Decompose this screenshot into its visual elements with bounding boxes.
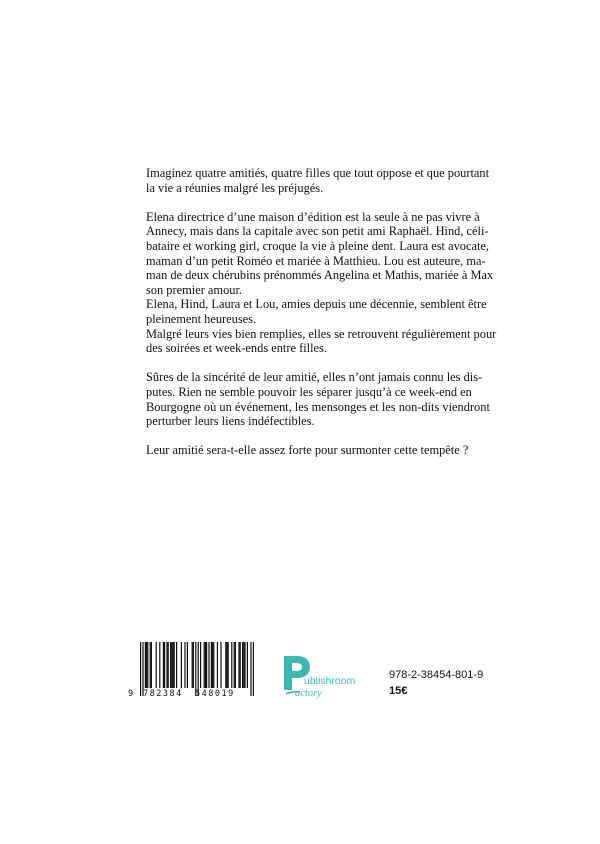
barcode-bar [168,642,169,688]
barcode-lead-digit: 9 [128,689,135,699]
barcode-bar [198,642,199,696]
barcode-bar [147,642,148,688]
blurb-line: Annecy, mais dans la capitale avec son petit ami Raphaël. Hind, céli- [146,224,489,239]
barcode-bar [163,642,164,688]
blurb-line: Imaginez quatre amitiés, quatre filles que tout oppose et que pourtant [146,166,490,180]
barcode-bar [204,642,205,688]
barcode-bar [235,642,236,688]
blurb-line: bataire et working girl, croque la vie à pleine dent. Laura est avocate, [146,238,489,253]
barcode-bar [150,642,151,688]
blurb-line: Elena, Hind, Laura et Lou, amies depuis une décennie, semblent être [146,297,487,312]
barcode-bar [213,642,214,688]
blurb-line: man de deux chérubins prénommés Angelina et Mathis, mariée à Max [146,268,494,283]
barcode-digit-group-2: 548019 [195,689,235,699]
isbn-price-block [389,667,483,699]
barcode-bar [205,642,206,688]
barcode-bar [208,642,209,688]
barcode-bar [244,642,245,688]
price: 15€ [389,685,408,697]
back-cover-blurb [146,166,497,472]
isbn-barcode [128,642,258,702]
barcode-bar [171,642,172,688]
barcode-digits [128,689,258,701]
barcode-bar [172,642,173,688]
barcode-bar [166,642,167,688]
barcode-bar [170,642,171,688]
barcode-bar [240,642,241,688]
blurb-line: putes. Rien ne semble pouvoir les séparer jusqu’à ce week-end en [146,384,472,399]
blurb-line: son premier amour. [146,282,243,297]
blurb-line: Bourgogne où un événement, les mensonges et les non-dits viendront [146,399,490,414]
barcode-bar [146,642,147,688]
barcode-digit-group-1: 782384 [143,689,183,699]
barcode-bar [187,642,188,688]
barcode-bar [151,642,152,688]
barcode-bar [238,642,239,688]
barcode-bar [193,642,194,688]
blurb-line: la vie a réunies malgré les préjugés. [146,180,324,195]
barcode-bar [234,642,235,688]
blurb-line: pleinement heureuses. [146,311,257,326]
barcode-bar [159,642,160,688]
blurb-line: Leur amitié sera-t-elle assez forte pour surmonter cette tempête ? [146,443,469,458]
barcode-bar [225,642,226,688]
barcode-bar [140,642,141,696]
barcode-bar [231,642,232,688]
barcode-bar [195,642,196,696]
barcode-bar [145,642,146,688]
blurb-paragraph-2 [146,209,497,356]
blurb-line: Elena directrice d’une maison d’édition est la seule à ne pas vivre à [146,209,480,224]
barcode-bar [164,642,165,688]
barcode-bar [200,642,201,688]
publishroom-factory-logo [280,654,360,700]
publisher-logo-icon [280,654,360,700]
barcode-bar [243,642,244,688]
blurb-paragraph-4 [146,443,469,458]
blurb-line: perturber leurs liens indéfectibles. [146,414,315,429]
blurb-paragraph-1 [146,166,490,195]
blurb-line: Sûres de la sincérité de leur amitié, elles n’ont jamais connu les dis- [146,370,483,385]
blurb-line: des soirées et week-ends entre filles. [146,341,327,356]
barcode-bar [181,642,182,688]
barcode-bar [250,642,251,696]
logo-text-bottom: actory [295,688,322,699]
barcode-bar [228,642,229,688]
barcode-bar [142,642,143,696]
barcode-bar [226,642,227,688]
barcode-bar [174,642,175,688]
blurb-line: maman d’un petit Roméo et mariée à Matthieu. Lou est auteure, ma- [146,253,486,268]
isbn-number: 978-2-38454-801-9 [389,669,484,681]
barcode-bar [184,642,185,688]
logo-text-top: ublishroom [304,675,356,687]
barcode-bar [247,642,248,688]
barcode-bar [176,642,177,688]
blurb-paragraph-3 [146,370,490,429]
barcode-bar [206,642,207,688]
barcode-bar [156,642,157,688]
barcode-bar [220,642,221,688]
barcode-bar [211,642,212,688]
barcode-bar [217,642,218,688]
blurb-line: Malgré leurs vies bien remplies, elles se retrouvent régulièrement pour [146,326,497,341]
barcode-bar [212,642,213,688]
barcode-bar [192,642,193,688]
barcode-bar [253,642,254,696]
barcode-bar [242,642,243,688]
